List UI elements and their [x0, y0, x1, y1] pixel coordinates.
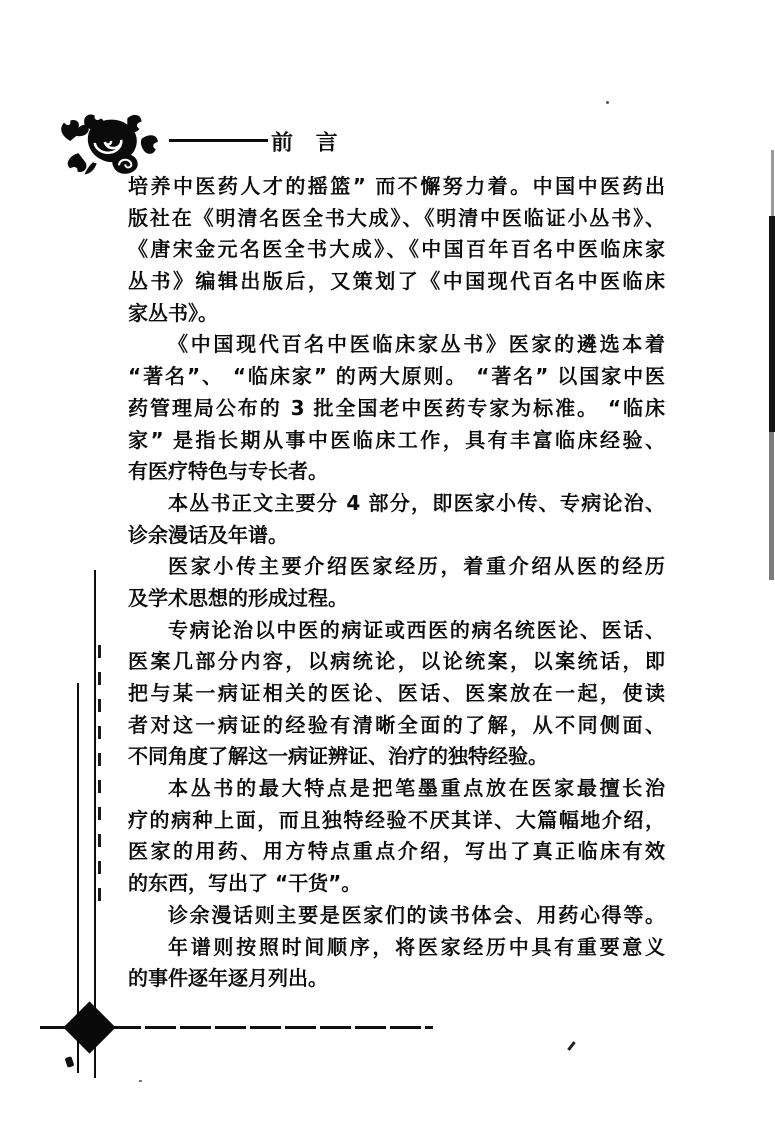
text-line: 家” 是指长期从事中医临床工作，具有丰富临床经验、 [128, 427, 665, 452]
margin-rule-inner [94, 570, 96, 1078]
scan-speck [65, 1056, 75, 1068]
text-line: 的事件逐年逐月列出。 [128, 966, 328, 991]
header-rule-line [169, 139, 268, 142]
text-line: 诊余漫话则主要是医家们的读书体会、用药心得等。 [168, 902, 665, 927]
text-line: “著名”、 “临床家” 的两大原则。 “著名” 以国家中医 [128, 364, 665, 389]
text-line: 培养中医药人才的摇篮” 而不懈努力着。中国中医药出 [128, 174, 665, 198]
diamond-tailpiece-icon [63, 1001, 115, 1053]
page-title: 前 言 [271, 131, 338, 156]
text-line: 《中国现代百名中医临床家丛书》医家的遴选本着 [168, 332, 665, 357]
text-line: 本丛书的最大特点是把笔墨重点放在医家最擅长治 [168, 776, 665, 801]
text-line: 医家的用药、用方特点重点介绍，写出了真正临床有效 [128, 839, 665, 864]
page-edge-artifact [769, 216, 775, 432]
text-line: 有医疗特色与专长者。 [128, 459, 328, 484]
text-line: 药管理局公布的 3 批全国老中医药专家为标准。 “临床 [128, 395, 665, 420]
text-line: 医案几部分内容，以病统论，以论统案，以案统话，即 [128, 649, 665, 674]
preface-text-block [128, 171, 665, 995]
scan-speck [606, 101, 609, 104]
text-line: 不同角度了解这一病证辨证、治疗的独特经验。 [128, 744, 548, 769]
text-line: 及学术思想的形成过程。 [128, 585, 348, 610]
page-edge-artifact [771, 150, 774, 216]
text-line: 把与某一病证相关的医论、医话、医案放在一起，使读 [128, 681, 665, 705]
text-line: 医家小传主要介绍医家经历，着重介绍从医的经历 [168, 554, 665, 579]
scan-speck [567, 1041, 576, 1051]
scan-speck [139, 1080, 142, 1082]
text-line: 的东西，写出了 “干货”。 [128, 871, 362, 896]
text-line: 家丛书》。 [128, 300, 218, 325]
text-line: 者对这一病证的经验有清晰全面的了解，从不同侧面、 [128, 712, 665, 737]
text-line: 年谱则按照时间顺序，将医家经历中具有重要意义 [168, 934, 665, 959]
margin-rule-dashes [98, 645, 101, 907]
text-line: 丛书》编辑出版后，又策划了《中国现代百名中医临床 [128, 269, 665, 294]
text-line: 专病论治以中医的病证或西医的病名统医论、医话、 [168, 617, 665, 642]
page-edge-artifact [769, 432, 774, 580]
text-line: 疗的病种上面，而且独特经验不厌其详、大篇幅地介绍， [128, 807, 665, 832]
text-line: 本丛书正文主要分 4 部分，即医家小传、专病论治、 [168, 490, 665, 515]
text-line: 诊余漫话及年谱。 [128, 522, 288, 547]
text-line: 《唐宋金元名医全书大成》、《中国百年百名中医临床家 [128, 237, 665, 262]
text-line: 版社在《明清名医全书大成》、《明清中医临证小丛书》、 [128, 205, 665, 230]
